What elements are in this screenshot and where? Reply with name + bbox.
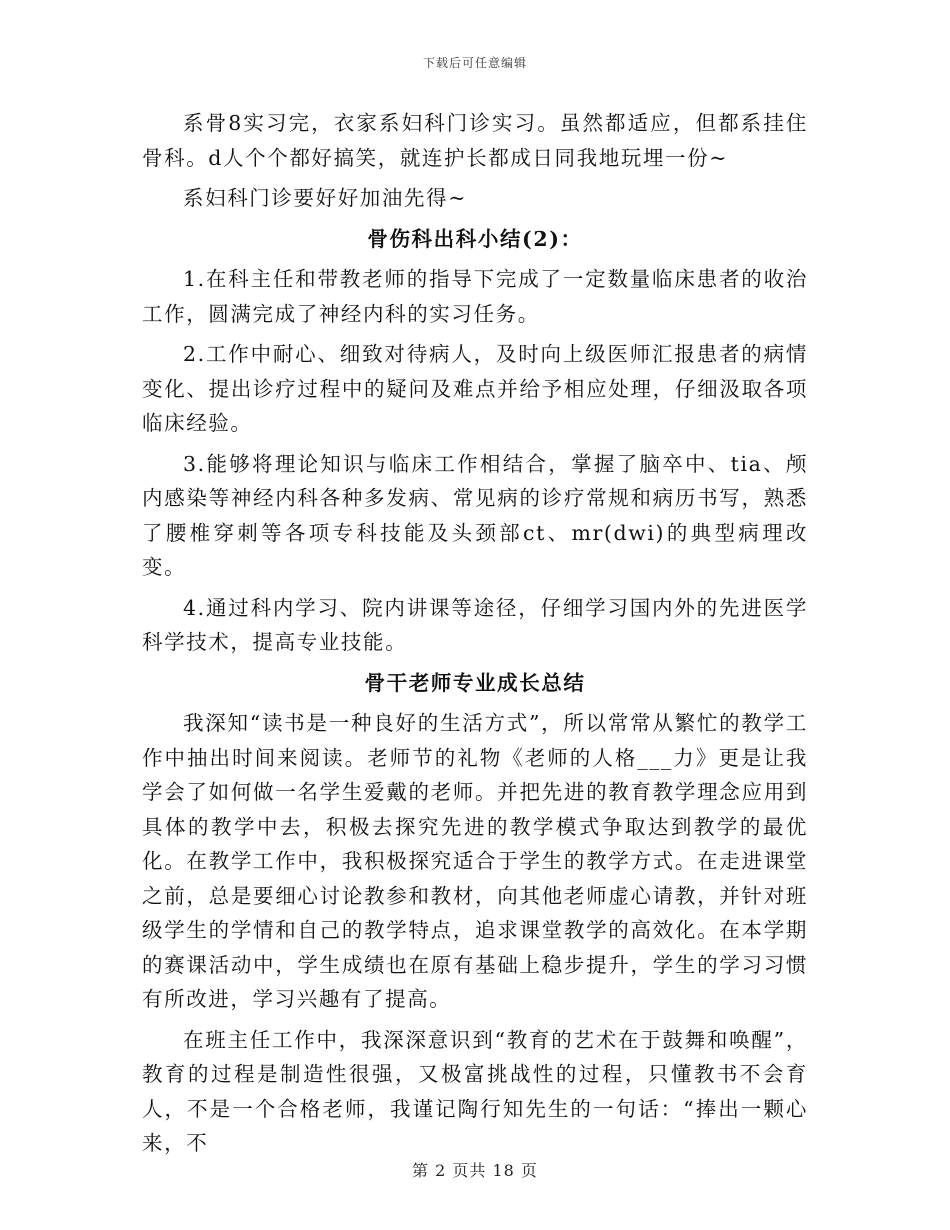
page-footer: 第 2 页共 18 页 (412, 1161, 538, 1180)
body-paragraph: 我深知“读书是一种良好的生活方式”，所以常常从繁忙的教学工作中抽出时间来阅读。老师节的礼物《老师的人格___力》更是让我学会了如何做一名学生爱戴的老师。并把先进的教育教学理念应用到具体的教学中去，积极去探究先进的教学模式争取达到教学的最优化。在教学工作中，我积极探究适合于学生的教学方式。在走进课堂之前，总是要细心讨论教参和教材，向其他老师虚心请教，并针对班级学生的学情和自己的教学特点，追求课堂教学的高效化。在本学期的赛课活动中，学生成绩也在原有基础上稳步提升，学生的学习习惯有所改进，学习兴趣有了提高。 (142, 711, 808, 1011)
list-item: 1.在科主任和带教老师的指导下完成了一定数量临床患者的收治工作，圆满完成了神经内科的实习任务。 (142, 267, 808, 326)
document-body (142, 106, 808, 1167)
page-header: 下载后可任意编辑 (422, 56, 527, 70)
list-item: 3.能够将理论知识与临床工作相结合，掌握了脑卒中、tia、颅内感染等神经内科各种多发病、常见病的诊疗常规和病历书写，熟悉了腰椎穿刺等各项专科技能及头颈部ct、mr(dwi)的典型病理改变。 (142, 451, 808, 579)
list-item: 4.通过科内学习、院内讲课等途径，仔细学习国内外的先进医学科学技术，提高专业技能。 (142, 595, 808, 654)
body-paragraph: 在班主任工作中，我深深意识到“教育的艺术在于鼓舞和唤醒”，教育的过程是制造性很强，又极富挑战性的过程，只懂教书不会育人，不是一个合格老师，我谨记陶行知先生的一句话：“捧出一颗心来，不 (142, 1027, 808, 1155)
body-paragraph: 系骨8实习完，衣家系妇科门诊实习。虽然都适应，但都系挂住骨科。d人个个都好搞笑，就连护长都成日同我地玩埋一份~ (142, 111, 808, 170)
section-title: 骨干老师专业成长总结 (364, 670, 586, 695)
list-item: 2.工作中耐心、细致对待病人，及时向上级医师汇报患者的病情变化、提出诊疗过程中的疑问及难点并给予相应处理，仔细汲取各项临床经验。 (142, 342, 808, 435)
body-paragraph: 系妇科门诊要好好加油先得~ (183, 186, 467, 210)
section-title: 骨伤科出科小结(2)： (367, 226, 583, 251)
